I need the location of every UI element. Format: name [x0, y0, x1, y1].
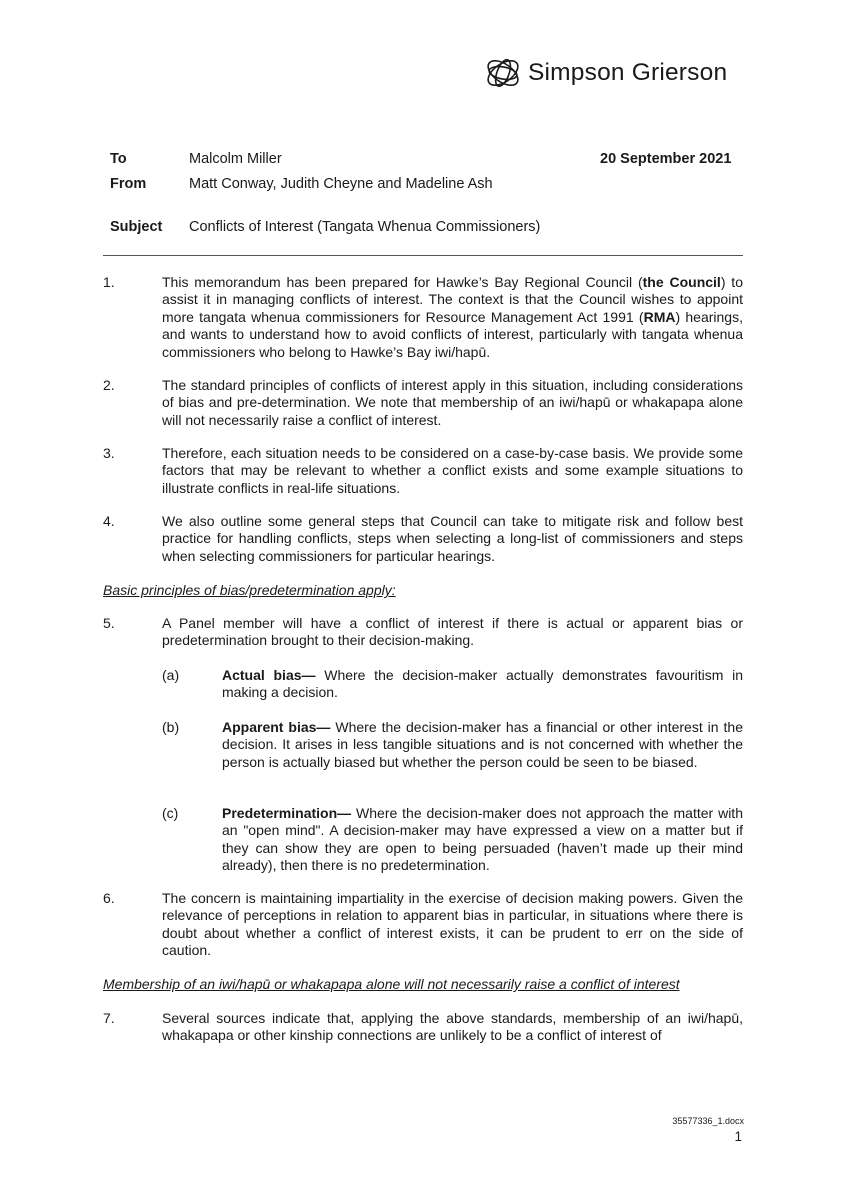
- memo-date: 20 September 2021: [600, 151, 732, 167]
- subject-value: Conflicts of Interest (Tangata Whenua Commissioners): [189, 219, 541, 235]
- paragraph-number: 5.: [103, 615, 115, 631]
- from-label: From: [110, 176, 147, 192]
- subject-label: Subject: [110, 219, 163, 235]
- subitem-term: Apparent bias—: [222, 719, 331, 735]
- section-heading: Membership of an iwi/hapū or whakapapa alone will not necessarily raise a conflict of interest: [103, 976, 680, 992]
- subitem-term: Predetermination—: [222, 805, 352, 821]
- defined-term: the Council: [642, 274, 721, 290]
- logo-text: Simpson Grierson: [528, 59, 728, 86]
- header-divider: [103, 255, 743, 256]
- page-number: 1: [734, 1129, 742, 1144]
- paragraph-7: [162, 1010, 743, 1045]
- paragraph-text: ) to assist it in managing conflicts of interest. The context is that the Council wishes to appoint more tangata whenua commissioners for Resource Management Act 1991 (: [162, 274, 743, 325]
- paragraph-text: A Panel member will have a conflict of interest if there is actual or apparent bias or predetermination brought to their decision-making.: [162, 615, 743, 649]
- to-label: To: [110, 151, 127, 167]
- logo-mark-icon: [483, 55, 523, 91]
- paragraph-text: The concern is maintaining impartiality in the exercise of decision making powers. Given the relevance of perceptions in relation to apparent bias in particular, in situations where there is doubt about whether a conflict of interest exists, it can be prudent to err on the side of caution.: [162, 890, 743, 959]
- paragraph-number: 6.: [103, 890, 115, 906]
- paragraph-number: 7.: [103, 1010, 115, 1026]
- paragraph-text: The standard principles of conflicts of interest apply in this situation, including considerations of bias and pre-determination. We note that membership of an iwi/hapū or whakapapa alone will not necessarily raise a conflict of interest.: [162, 377, 743, 428]
- defined-term: RMA: [643, 308, 676, 325]
- paragraph-1: [162, 274, 743, 361]
- paragraph-6: [162, 890, 743, 960]
- paragraph-5: [162, 615, 743, 650]
- subitem-letter: (c): [162, 805, 179, 821]
- subitem-text: Where the decision-maker actually demonstrates favouritism in making a decision.: [222, 667, 743, 701]
- subitem-actual-bias: [222, 667, 743, 702]
- subitem-apparent-bias: [222, 719, 743, 771]
- from-value: Matt Conway, Judith Cheyne and Madeline Ash: [189, 176, 493, 192]
- subitem-term: Actual bias—: [222, 667, 316, 683]
- subitem-text: Where the decision-maker has a financial or other interest in the decision. It arises in less tangible situations and is not concerned with whether the person is actually biased but whether the person could be seen to be biased.: [222, 719, 743, 770]
- subitem-letter: (a): [162, 667, 180, 683]
- subitem-letter: (b): [162, 719, 180, 735]
- paragraph-2: [162, 377, 743, 429]
- to-value: Malcolm Miller: [189, 151, 282, 167]
- paragraph-4: [162, 513, 743, 565]
- subitem-predetermination: [222, 805, 743, 875]
- paragraph-text: This memorandum has been prepared for Hawke’s Bay Regional Council (: [162, 274, 643, 290]
- section-heading: Basic principles of bias/predetermination apply:: [103, 582, 396, 598]
- paragraph-number: 2.: [103, 377, 115, 393]
- paragraph-3: [162, 445, 743, 497]
- subitem-text: Where the decision-maker does not approach the matter with an "open mind". A decision-maker may have expressed a view on a matter but if they can show they are open to being persuaded (haven’t made up their mind already), then there is no predetermination.: [222, 805, 743, 874]
- paragraph-text: Several sources indicate that, applying the above standards, membership of an iwi/hapū, whakapapa or other kinship connections are unlikely to be a conflict of interest of: [162, 1010, 743, 1044]
- paragraph-text: ) hearings, and wants to understand how to avoid conflicts of interest, particularly with tangata whenua commissioners who belong to Hawke’s Bay iwi/hapū.: [162, 308, 743, 360]
- company-logo: [483, 55, 745, 95]
- paragraph-number: 4.: [103, 513, 115, 529]
- paragraph-number: 3.: [103, 445, 115, 461]
- paragraph-text: We also outline some general steps that Council can take to mitigate risk and follow best practice for handling conflicts, steps when selecting a long-list of commissioners and steps when selecting commissioners for particular hearings.: [162, 513, 743, 564]
- document-reference: 35577336_1.docx: [672, 1116, 744, 1126]
- paragraph-number: 1.: [103, 274, 115, 290]
- paragraph-text: Therefore, each situation needs to be considered on a case-by-case basis. We provide some factors that may be relevant to whether a conflict exists and some example situations to illustrate conflicts in real-life situations.: [162, 445, 743, 496]
